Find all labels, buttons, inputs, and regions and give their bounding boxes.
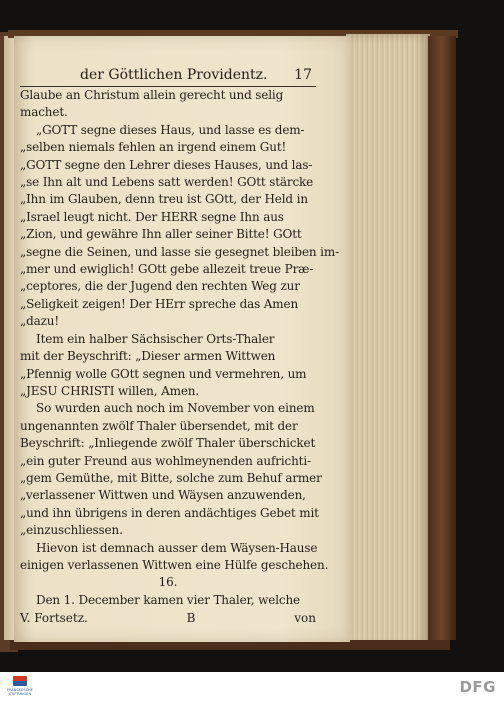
text-line: einigen verlassenen Wittwen eine Hülfe geschehen. (20, 557, 329, 572)
text-line: „segne die Seinen, und lasse sie gesegnet bleiben im- (20, 244, 339, 259)
text-line: Item ein halber Sächsischer Orts-Thaler (36, 331, 275, 346)
section-number: 16. (158, 575, 178, 590)
page-text (20, 66, 339, 627)
text-line: „selben niemals fehlen an irgend einem Gut! (20, 140, 287, 155)
library-logo-text: FRANCKESCHE STIFTUNGEN (7, 688, 33, 696)
signature-label: V. Fortsetz. (20, 611, 88, 626)
text-line: „ein guter Freund aus wohlmeynenden aufrichti- (20, 453, 311, 468)
text-line: „Seligkeit zeigen! Der HErr spreche das Amen (20, 296, 299, 311)
text-line: „Israel leugt nicht. Der HERR segne Ihn aus (20, 209, 284, 224)
text-line: Glaube an Christum allein gerecht und selig (20, 88, 284, 102)
text-line: „JESU CHRISTI willen, Amen. (20, 383, 200, 398)
text-line: „Pfennig wolle GOtt segnen und vermehren, um (20, 366, 307, 381)
text-line: „einzuschliessen. (20, 523, 123, 538)
right-cover (428, 36, 456, 640)
catchword: von (294, 611, 316, 626)
text-line: So wurden auch noch im November von einem (36, 401, 315, 416)
text-line: ungenannten zwölf Thaler übersendet, mit der (20, 418, 298, 433)
signature-mark: B (186, 611, 196, 626)
text-line: „und ihn übrigens in deren andächtiges Gebet mit (20, 505, 319, 520)
text-line: „Zion, und gewähre Ihn aller seiner Bitte! GOtt (20, 227, 302, 242)
dfg-logo[interactable]: DFG (459, 678, 496, 696)
library-logo[interactable] (6, 676, 34, 700)
text-line: Beyschrift: „Inliegende zwölf Thaler überschicket (20, 436, 316, 451)
text-line: „dazu! (20, 314, 60, 329)
text-line: „se Ihn alt und Lebens satt werden! GOtt stärcke (20, 175, 314, 190)
text-line: „Ihn im Glauben, denn treu ist GOtt, der Held in (20, 192, 308, 207)
page-fore-edge (346, 34, 430, 648)
running-head: der Göttlichen Providentz. (80, 67, 268, 83)
library-logo-icon (13, 676, 27, 686)
page-header (20, 66, 316, 87)
text-line: „GOTT segne den Lehrer dieses Hauses, und las- (20, 157, 313, 172)
text-line: „GOTT segne dieses Haus, und lasse es dem- (36, 122, 305, 137)
text-line: „gem Gemüthe, mit Bitte, solche zum Behuf armer (20, 470, 322, 485)
text-line: „verlassener Wittwen und Wäysen anzuwenden, (20, 488, 306, 503)
text-line: Hievon ist demnach ausser dem Wäysen-Hause (36, 540, 318, 555)
text-line: „mer und ewiglich! GOtt gebe allezeit treue Præ- (20, 262, 314, 277)
text-line: Den 1. December kamen vier Thaler, welche (36, 592, 300, 607)
page-number: 17 (294, 67, 312, 83)
text-line: „ceptores, die der Jugend den rechten Weg zur (20, 279, 300, 294)
page-footer (20, 610, 316, 627)
viewer-footer-strip (0, 672, 504, 703)
text-line: mit der Beyschrift: „Dieser armen Wittwen (20, 349, 276, 364)
text-line: machet. (20, 105, 68, 120)
